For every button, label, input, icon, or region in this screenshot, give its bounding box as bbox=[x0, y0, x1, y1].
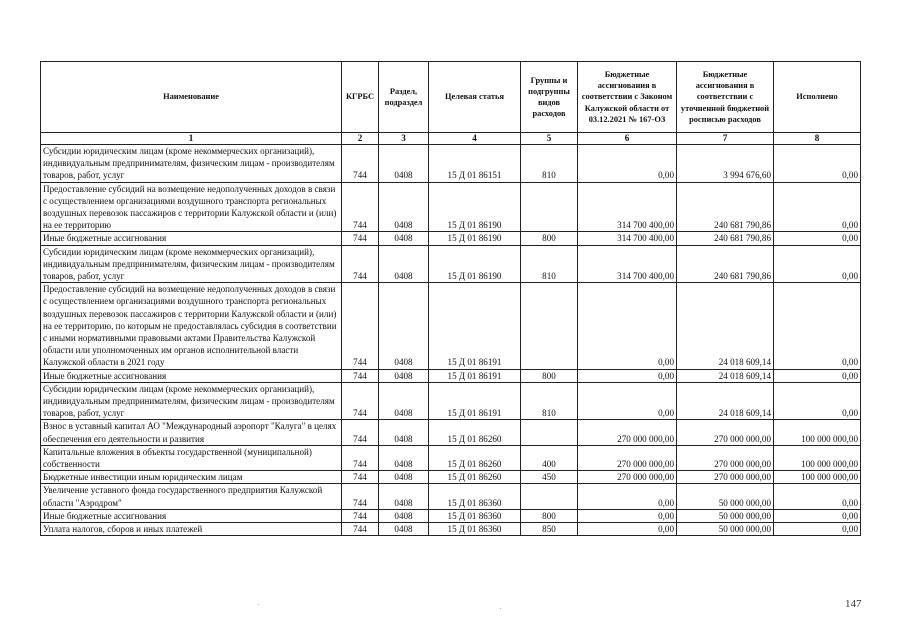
cell-law: 0,00 bbox=[578, 484, 677, 509]
header-plan: Бюджетные ассигнования в соответствии с уточненной бюджетной росписью расходов bbox=[677, 62, 774, 133]
cell-target: 15 Д 01 86260 bbox=[429, 471, 521, 484]
cell-law: 0,00 bbox=[578, 382, 677, 420]
cell-group: 810 bbox=[521, 145, 578, 183]
cell-law: 0,00 bbox=[578, 509, 677, 522]
cell-plan: 240 681 790,86 bbox=[677, 182, 774, 232]
cell-plan: 50 000 000,00 bbox=[677, 484, 774, 509]
cell-kgrbs: 744 bbox=[342, 382, 379, 420]
cell-target: 15 Д 01 86151 bbox=[429, 145, 521, 183]
column-index-row bbox=[41, 133, 861, 145]
cell-law: 0,00 bbox=[578, 145, 677, 183]
cell-section: 0408 bbox=[379, 283, 429, 369]
cell-section: 0408 bbox=[379, 182, 429, 232]
scan-speck bbox=[500, 608, 501, 609]
cell-done: 100 000 000,00 bbox=[774, 471, 861, 484]
cell-section: 0408 bbox=[379, 509, 429, 522]
cell-kgrbs: 744 bbox=[342, 484, 379, 509]
header-group: Группы и подгруппы видов расходов bbox=[521, 62, 578, 133]
cell-group: 810 bbox=[521, 245, 578, 283]
header-done: Исполнено bbox=[774, 62, 861, 133]
cell-plan: 24 018 609,14 bbox=[677, 382, 774, 420]
cell-target: 15 Д 01 86360 bbox=[429, 509, 521, 522]
cell-done: 0,00 bbox=[774, 484, 861, 509]
cell-done: 0,00 bbox=[774, 369, 861, 382]
cell-kgrbs: 744 bbox=[342, 369, 379, 382]
cell-group bbox=[521, 484, 578, 509]
cell-group: 400 bbox=[521, 445, 578, 470]
cell-target: 15 Д 01 86190 bbox=[429, 182, 521, 232]
cell-group bbox=[521, 283, 578, 369]
cell-group: 800 bbox=[521, 509, 578, 522]
cell-kgrbs: 744 bbox=[342, 145, 379, 183]
cell-done: 0,00 bbox=[774, 509, 861, 522]
cell-name: Субсидии юридическим лицам (кроме некоммерческих организаций), индивидуальным предпринимателям, физическим лицам - производителям товаров, работ, услуг bbox=[41, 382, 342, 420]
column-index: 4 bbox=[429, 133, 521, 145]
cell-kgrbs: 744 bbox=[342, 509, 379, 522]
cell-plan: 50 000 000,00 bbox=[677, 509, 774, 522]
cell-name: Уплата налогов, сборов и иных платежей bbox=[41, 523, 342, 536]
cell-plan: 24 018 609,14 bbox=[677, 369, 774, 382]
cell-group: 800 bbox=[521, 369, 578, 382]
cell-done: 0,00 bbox=[774, 245, 861, 283]
cell-kgrbs: 744 bbox=[342, 420, 379, 445]
cell-target: 15 Д 01 86190 bbox=[429, 245, 521, 283]
cell-kgrbs: 744 bbox=[342, 445, 379, 470]
cell-law: 314 700 400,00 bbox=[578, 182, 677, 232]
cell-name: Предоставление субсидий на возмещение недополученных доходов в связи с осуществлением организациями воздушного транспорта региональных воздушных перевозок пассажиров с территории Калужской области и (или) на ее территорию bbox=[41, 182, 342, 232]
budget-table bbox=[40, 61, 861, 536]
header-law: Бюджетные ассигнования в соответствии с Законом Калужской области от 03.12.2021 № 167-ОЗ bbox=[578, 62, 677, 133]
cell-kgrbs: 744 bbox=[342, 232, 379, 245]
cell-done: 0,00 bbox=[774, 283, 861, 369]
table-row bbox=[41, 445, 861, 470]
column-index: 2 bbox=[342, 133, 379, 145]
cell-target: 15 Д 01 86260 bbox=[429, 445, 521, 470]
table-row bbox=[41, 245, 861, 283]
header-section: Раздел, подраздел bbox=[379, 62, 429, 133]
cell-name: Субсидии юридическим лицам (кроме некоммерческих организаций), индивидуальным предпринимателям, физическим лицам - производителям товаров, работ, услуг bbox=[41, 145, 342, 183]
header-target: Целевая статья bbox=[429, 62, 521, 133]
cell-name: Субсидии юридическим лицам (кроме некоммерческих организаций), индивидуальным предпринимателям, физическим лицам - производителям товаров, работ, услуг bbox=[41, 245, 342, 283]
cell-group: 850 bbox=[521, 523, 578, 536]
table-row bbox=[41, 145, 861, 183]
cell-plan: 3 994 676,60 bbox=[677, 145, 774, 183]
table-row bbox=[41, 484, 861, 509]
cell-group bbox=[521, 182, 578, 232]
cell-plan: 24 018 609,14 bbox=[677, 283, 774, 369]
cell-law: 314 700 400,00 bbox=[578, 245, 677, 283]
cell-section: 0408 bbox=[379, 484, 429, 509]
cell-section: 0408 bbox=[379, 471, 429, 484]
cell-name: Предоставление субсидий на возмещение недополученных доходов в связи с осуществлением организациями воздушного транспорта региональных воздушных перевозок пассажиров с территории Калужской области и (или) на ее территорию, по которым не предоставлялась субсидия в соответствии с иными нормативными правовыми актами Правительства Калужской области или уполномоченных им органов исполнительной власти Калужской области в 2021 году bbox=[41, 283, 342, 369]
cell-name: Увеличение уставного фонда государственного предприятия Калужской области "Аэродром" bbox=[41, 484, 342, 509]
table-row bbox=[41, 509, 861, 522]
cell-kgrbs: 744 bbox=[342, 523, 379, 536]
cell-law: 0,00 bbox=[578, 283, 677, 369]
cell-law: 270 000 000,00 bbox=[578, 471, 677, 484]
cell-law: 314 700 400,00 bbox=[578, 232, 677, 245]
cell-kgrbs: 744 bbox=[342, 245, 379, 283]
table-row bbox=[41, 471, 861, 484]
cell-done: 0,00 bbox=[774, 145, 861, 183]
table-row bbox=[41, 232, 861, 245]
cell-section: 0408 bbox=[379, 145, 429, 183]
header-name: Наименование bbox=[41, 62, 342, 133]
column-index: 5 bbox=[521, 133, 578, 145]
cell-kgrbs: 744 bbox=[342, 182, 379, 232]
cell-target: 15 Д 01 86260 bbox=[429, 420, 521, 445]
cell-section: 0408 bbox=[379, 523, 429, 536]
scan-speck bbox=[258, 604, 259, 605]
cell-plan: 270 000 000,00 bbox=[677, 445, 774, 470]
cell-law: 270 000 000,00 bbox=[578, 445, 677, 470]
cell-done: 0,00 bbox=[774, 523, 861, 536]
column-index: 7 bbox=[677, 133, 774, 145]
table-row bbox=[41, 382, 861, 420]
column-index: 8 bbox=[774, 133, 861, 145]
cell-done: 0,00 bbox=[774, 232, 861, 245]
table-row bbox=[41, 523, 861, 536]
cell-group: 800 bbox=[521, 232, 578, 245]
cell-name: Иные бюджетные ассигнования bbox=[41, 369, 342, 382]
cell-name: Иные бюджетные ассигнования bbox=[41, 232, 342, 245]
page-number: 147 bbox=[845, 598, 862, 610]
cell-section: 0408 bbox=[379, 420, 429, 445]
column-index: 1 bbox=[41, 133, 342, 145]
cell-name: Иные бюджетные ассигнования bbox=[41, 509, 342, 522]
cell-target: 15 Д 01 86191 bbox=[429, 382, 521, 420]
cell-done: 100 000 000,00 bbox=[774, 420, 861, 445]
table-row bbox=[41, 283, 861, 369]
cell-name: Взнос в уставный капитал АО "Международный аэропорт "Калуга" в целях обеспечения его деятельности и развития bbox=[41, 420, 342, 445]
cell-done: 0,00 bbox=[774, 382, 861, 420]
column-index: 6 bbox=[578, 133, 677, 145]
cell-target: 15 Д 01 86190 bbox=[429, 232, 521, 245]
cell-law: 270 000 000,00 bbox=[578, 420, 677, 445]
cell-plan: 270 000 000,00 bbox=[677, 420, 774, 445]
cell-done: 0,00 bbox=[774, 182, 861, 232]
cell-section: 0408 bbox=[379, 369, 429, 382]
cell-target: 15 Д 01 86360 bbox=[429, 484, 521, 509]
header-kgrbs: КГРБС bbox=[342, 62, 379, 133]
table-header-row bbox=[41, 62, 861, 133]
cell-plan: 240 681 790,86 bbox=[677, 232, 774, 245]
cell-section: 0408 bbox=[379, 245, 429, 283]
table-row bbox=[41, 420, 861, 445]
cell-group bbox=[521, 420, 578, 445]
cell-target: 15 Д 01 86191 bbox=[429, 369, 521, 382]
cell-plan: 50 000 000,00 bbox=[677, 523, 774, 536]
cell-section: 0408 bbox=[379, 232, 429, 245]
column-index: 3 bbox=[379, 133, 429, 145]
table-row bbox=[41, 369, 861, 382]
cell-group: 810 bbox=[521, 382, 578, 420]
cell-name: Капитальные вложения в объекты государственной (муниципальной) собственности bbox=[41, 445, 342, 470]
cell-target: 15 Д 01 86360 bbox=[429, 523, 521, 536]
table-row bbox=[41, 182, 861, 232]
cell-done: 100 000 000,00 bbox=[774, 445, 861, 470]
cell-kgrbs: 744 bbox=[342, 471, 379, 484]
cell-section: 0408 bbox=[379, 382, 429, 420]
cell-target: 15 Д 01 86191 bbox=[429, 283, 521, 369]
cell-kgrbs: 744 bbox=[342, 283, 379, 369]
cell-law: 0,00 bbox=[578, 523, 677, 536]
cell-name: Бюджетные инвестиции иным юридическим лицам bbox=[41, 471, 342, 484]
cell-plan: 240 681 790,86 bbox=[677, 245, 774, 283]
cell-plan: 270 000 000,00 bbox=[677, 471, 774, 484]
cell-law: 0,00 bbox=[578, 369, 677, 382]
cell-section: 0408 bbox=[379, 445, 429, 470]
cell-group: 450 bbox=[521, 471, 578, 484]
